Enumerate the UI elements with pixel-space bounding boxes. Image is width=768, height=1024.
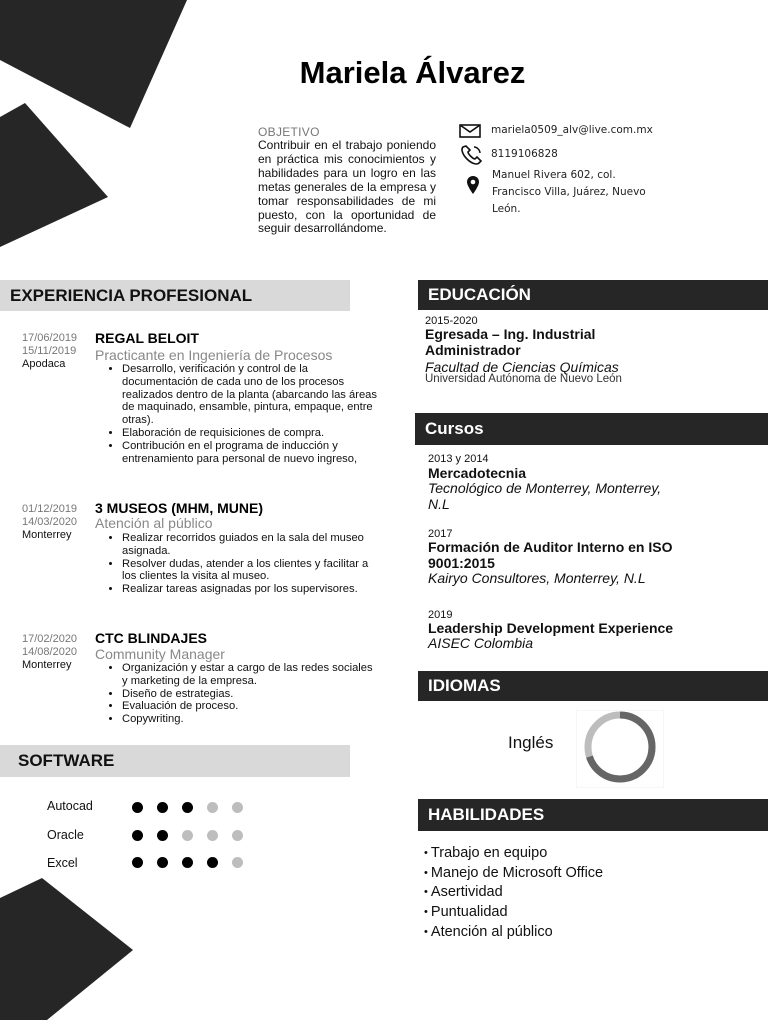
job-duties: [95, 662, 377, 726]
education-degree: [425, 327, 685, 358]
decor-shape-bottom: [0, 870, 140, 1024]
skill-item: • Atención al público: [424, 923, 603, 943]
software-name: Excel: [47, 856, 78, 870]
job-duty: • Diseño de estrategias.: [122, 688, 377, 701]
course-year: 2017: [428, 528, 453, 540]
rating-dot-empty: [232, 830, 243, 841]
rating-dot-filled: [132, 857, 143, 868]
education-degree-line: Administrador: [425, 341, 521, 358]
job-duties: [95, 532, 377, 596]
rating-dot-filled: [132, 830, 143, 841]
job-end-date: 14/03/2020: [22, 516, 78, 528]
experience-title: EXPERIENCIA PROFESIONAL: [10, 285, 253, 305]
objective-text: Contribuir en el trabajo poniendo en práctica mis conocimientos y habilidades para un logro en las metas generales de la empresa y tomar responsabilidades de mi puesto, con la oportunidad de seguir desarrollándome.: [258, 138, 436, 236]
rating-dot-filled: [132, 802, 143, 813]
job-company: REGAL BELOIT: [95, 330, 199, 346]
education-title: EDUCACIÓN: [428, 285, 531, 304]
rating-dot-empty: [207, 830, 218, 841]
job-duties: [95, 363, 377, 465]
software-header: [0, 745, 350, 777]
job-duty: • Elaboración de requisiciones de compra.: [122, 427, 377, 440]
rating-dot-filled: [182, 802, 193, 813]
job-duty: • Organización y estar a cargo de las redes sociales y marketing de la empresa.: [122, 662, 377, 688]
education-years: 2015-2020: [425, 315, 478, 327]
rating-dot-filled: [157, 830, 168, 841]
contact-phone[interactable]: 8119106828: [491, 148, 558, 160]
course-title: Leadership Development Experience: [428, 620, 674, 636]
mail-icon: [459, 124, 481, 138]
location-pin-icon: [466, 175, 480, 195]
job-end-date: 15/11/2019: [22, 345, 77, 357]
objective-label: OBJETIVO: [258, 125, 320, 139]
course-org: Tecnológico de Monterrey, Monterrey, N.L: [428, 480, 662, 512]
rating-dot-filled: [182, 857, 193, 868]
job-role: Practicante en Ingeniería de Procesos: [95, 347, 333, 363]
job-company: CTC BLINDAJES: [95, 630, 208, 646]
job-location: Apodaca: [22, 358, 66, 370]
job-duty: • Copywriting.: [122, 713, 377, 726]
language-name: Inglés: [508, 733, 554, 752]
experience-header: [0, 280, 350, 311]
job-start-date: 17/06/2019: [22, 332, 78, 344]
skill-item: • Puntualidad: [424, 903, 603, 923]
software-name: Oracle: [47, 828, 84, 842]
courses-header: [415, 413, 768, 445]
job-company: 3 MUSEOS (MHM, MUNE): [95, 500, 263, 516]
language-proficiency-ring: [576, 710, 664, 788]
job-role: Community Manager: [95, 646, 225, 662]
skill-item: • Asertividad: [424, 883, 603, 903]
rating-dot-filled: [157, 857, 168, 868]
languages-title: IDIOMAS: [428, 676, 501, 695]
skill-item: • Manejo de Microsoft Office: [424, 864, 603, 884]
job-duty: • Evaluación de proceso.: [122, 700, 377, 713]
job-duty: • Realizar tareas asignadas por los supervisores.: [122, 583, 377, 596]
contact-email[interactable]: mariela0509_alv@live.com.mx: [491, 124, 653, 136]
job-duty: • Resolver dudas, atender a los clientes y facilitar a los clientes la visita al museo.: [122, 558, 377, 584]
job-duty: • Realizar recorridos guiados en la sala del museo asignada.: [122, 532, 377, 558]
job-location: Monterrey: [22, 529, 72, 541]
job-role: Atención al público: [95, 515, 213, 531]
course-title: Formación de Auditor Interno en ISO 9001:2015: [428, 539, 673, 571]
software-title: SOFTWARE: [18, 751, 115, 770]
job-start-date: 01/12/2019: [22, 503, 78, 515]
rating-dot-empty: [182, 830, 193, 841]
course-title: Mercadotecnia: [428, 465, 527, 481]
job-duty: • Contribución en el programa de inducción y entrenamiento para personal de nuevo ingreso,: [122, 440, 377, 466]
course-org: Kairyo Consultores, Monterrey, N.L: [428, 570, 646, 586]
course-org: AISEC Colombia: [428, 635, 534, 651]
job-dates: [22, 633, 77, 672]
rating-dot-empty: [207, 802, 218, 813]
skills-header: [418, 799, 768, 831]
rating-dot-empty: [232, 857, 243, 868]
skills-title: HABILIDADES: [428, 805, 545, 824]
rating-dot-filled: [207, 857, 218, 868]
job-end-date: 14/08/2020: [22, 646, 78, 658]
software-name: Autocad: [47, 799, 93, 813]
person-name: Mariela Álvarez: [299, 55, 526, 90]
education-degree-line: Egresada – Ing. Industrial: [425, 326, 596, 342]
job-duty: • Desarrollo, verificación y control de la documentación de cada uno de los procesos realizados dentro de la planta (abarcando las áreas de maquinado, ensamble, pintura, empaque, entre otras).: [122, 363, 377, 427]
skill-item: • Trabajo en equipo: [424, 844, 603, 864]
contact-address-3: León.: [492, 203, 521, 215]
rating-dot-filled: [157, 802, 168, 813]
job-location: Monterrey: [22, 659, 72, 671]
job-start-date: 17/02/2020: [22, 633, 78, 645]
rating-dot-empty: [232, 802, 243, 813]
phone-icon: [460, 144, 484, 166]
decor-shape-top: [0, 0, 200, 260]
education-header: [418, 280, 768, 310]
education-faculty: Facultad de Ciencias Químicas: [425, 359, 619, 375]
job-dates: [22, 332, 77, 371]
education-university: Universidad Autónoma de Nuevo León: [425, 373, 622, 385]
course-year: 2013 y 2014: [428, 453, 489, 465]
job-dates: [22, 503, 77, 542]
contact-address-1: Manuel Rivera 602, col.: [492, 169, 616, 181]
languages-header: [418, 671, 768, 701]
skills-list: [424, 844, 603, 943]
course-year: 2019: [428, 609, 453, 621]
courses-title: Cursos: [425, 419, 484, 438]
contact-address-2: Francisco Villa, Juárez, Nuevo: [492, 186, 646, 198]
